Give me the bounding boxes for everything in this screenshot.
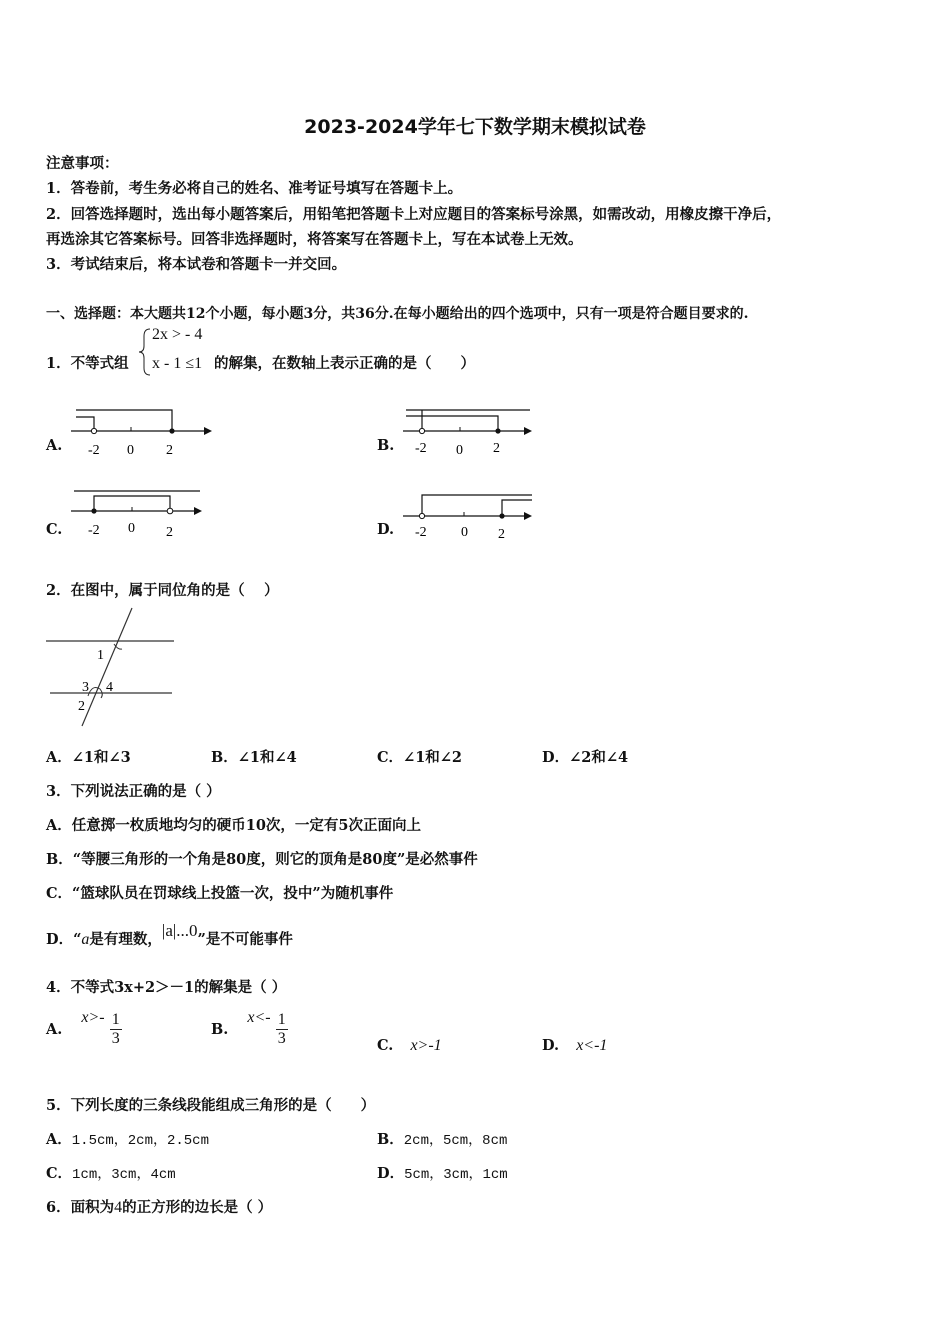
tick-label: 0 [127,443,134,458]
q5-option-d: D．5cm，3cm，1cm [377,1165,508,1183]
q6-stem: 6．面积为4的正方形的边长是（ ） [46,1199,273,1216]
notice-heading: 注意事项： [46,155,119,172]
q4-option-a: A. x>- $\frac{1}{3}$ [46,1009,120,1047]
q1-option-c-numberline [66,484,216,546]
tick-label: -2 [88,443,100,458]
tick-label: 2 [166,525,173,540]
tick-label: 2 [166,443,173,458]
q1-option-b-label: B. [377,437,395,454]
tick-label: 2 [493,441,500,456]
q1-suffix: 的解集，在数轴上表示正确的是（ ） [214,355,475,372]
q2-option-c: C．∠1和∠2 [377,749,463,766]
q1-option-a-label: A. [46,437,63,454]
angle-label-4: 4 [106,680,113,695]
q5-option-b: B．2cm，5cm，8cm [377,1131,508,1149]
q1-option-b-numberline [398,400,538,462]
tick-label: 2 [498,527,505,542]
notice-item-2: 2．回答选择题时，选出每小题答案后，用铅笔把答题卡上对应题目的答案标号涂黑，如需改动，用橡皮擦干净后， [46,206,782,223]
q4-option-c: C. x>-1 [377,1037,442,1054]
q1-option-c-label: C. [46,521,63,538]
tick-label: 0 [128,521,135,536]
angle-label-1: 1 [97,648,104,663]
q5-option-c: C．1cm，3cm，4cm [46,1165,176,1183]
q3-option-d: D．“a是有理数，|a|...0”是不可能事件 [46,921,293,948]
angle-label-2: 2 [78,699,85,714]
tick-label: -2 [415,525,427,540]
notice-item-3: 3．考试结束后，将本试卷和答题卡一并交回。 [46,256,347,273]
angle-label-3: 3 [82,680,89,695]
q1-ineq-1: 2x > - 4 [152,326,203,343]
notice-item-2-cont: 再选涂其它答案标号。回答非选择题时，将答案写在答题卡上，写在本试卷上无效。 [46,231,583,248]
tick-label: -2 [415,441,427,456]
tick-label: -2 [88,523,100,538]
tick-label: 0 [461,525,468,540]
q3-option-b: B．“等腰三角形的一个角是80度，则它的顶角是80度”是必然事件 [46,851,478,868]
q4-option-b: B. x<- $\frac{1}{3}$ [211,1009,286,1047]
q1-option-a-numberline [66,400,216,462]
section-heading: 一、选择题：本大题共12个小题，每小题3分，共36分.在每小题给出的四个选项中，只有一项是符合题目要求的. [46,306,749,322]
q2-figure [44,604,184,732]
tick-label: 0 [456,443,463,458]
q1-prefix: 1．不等式组 [46,355,129,372]
q3-option-c: C．“篮球队员在罚球线上投篮一次，投中”为随机事件 [46,885,394,902]
q4-option-d: D. x<-1 [542,1037,608,1054]
q5-option-a: A．1.5cm，2cm，2.5cm [46,1131,209,1149]
q3-stem: 3．下列说法正确的是（ ） [46,783,221,800]
q4-stem: 4．不等式3x+2＞－1的解集是（ ） [46,979,287,996]
q2-option-d: D．∠2和∠4 [542,749,629,766]
q1-option-d-numberline [398,484,538,546]
q2-option-a: A．∠1和∠3 [46,749,131,766]
page-title: 2023-2024学年七下数学期末模拟试卷 [304,116,646,138]
q1-option-d-label: D. [377,521,395,538]
q1-ineq-2: x - 1 ≤1 [152,355,203,372]
q2-option-b: B．∠1和∠4 [211,749,297,766]
notice-item-1: 1．答卷前，考生务必将自己的姓名、准考证号填写在答题卡上。 [46,180,463,197]
q2-stem: 2．在图中，属于同位角的是（ ） [46,582,279,599]
q3-option-a: A．任意掷一枚质地均匀的硬币10次，一定有5次正面向上 [46,817,422,834]
q5-stem: 5．下列长度的三条线段能组成三角形的是（ ） [46,1097,376,1114]
